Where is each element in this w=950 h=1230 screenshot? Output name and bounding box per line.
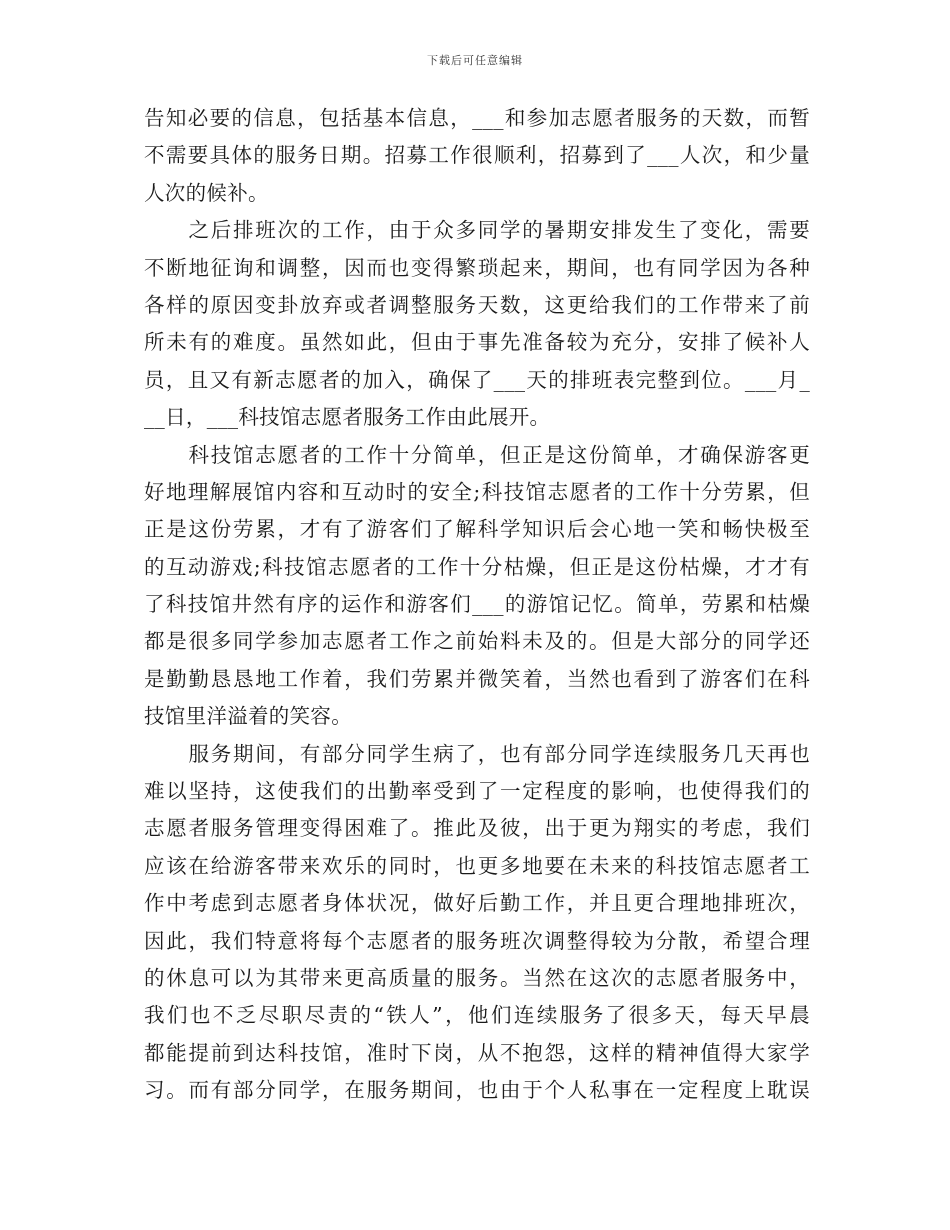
text-line: 正是这份劳累，才有了游客们了解科学知识后会心地一笑和畅快极至 [144, 517, 810, 542]
text-line: 不需要具体的服务日期。招募工作很顺利，招募到了___人次，和少量 [144, 143, 810, 168]
text-line: 服务期间，有部分同学生病了，也有部分同学连续服务几天再也 [144, 741, 810, 766]
text-line: 告知必要的信息，包括基本信息，___和参加志愿者服务的天数，而暂 [144, 106, 810, 130]
text-line: 的休息可以为其带来更高质量的服务。当然在这次的志愿者服务中， [144, 965, 810, 990]
text-line: __日，___科技馆志愿者服务工作由此展开。 [144, 405, 551, 430]
text-line: 员，且又有新志愿者的加入，确保了___天的排班表完整到位。___月_ [144, 367, 810, 392]
text-line: 好地理解展馆内容和互动时的安全;科技馆志愿者的工作十分劳累，但 [144, 479, 810, 504]
text-line: 是勤勤恳恳地工作着，我们劳累并微笑着，当然也看到了游客们在科 [144, 666, 810, 691]
text-line: 都是很多同学参加志愿者工作之前始料未及的。但是大部分的同学还 [144, 629, 810, 654]
text-line: 因此，我们特意将每个志愿者的服务班次调整得较为分散，希望合理 [144, 928, 810, 953]
text-line: 各样的原因变卦放弃或者调整服务天数，这更给我们的工作带来了前 [144, 292, 810, 317]
text-line: 科技馆志愿者的工作十分简单，但正是这份简单，才确保游客更 [144, 442, 810, 467]
page-header-note: 下载后可任意编辑 [427, 54, 523, 67]
text-line: 习。而有部分同学，在服务期间，也由于个人私事在一定程度上耽误 [144, 1078, 810, 1103]
text-line: 人次的候补。 [144, 180, 269, 205]
text-line: 我们也不乏尽职尽责的“铁人”，他们连续服务了很多天，每天早晨 [144, 1003, 810, 1028]
text-line: 不断地征询和调整，因而也变得繁琐起来，期间，也有同学因为各种 [144, 255, 810, 280]
text-line: 作中考虑到志愿者身体状况，做好后勤工作，并且更合理地排班次， [144, 891, 810, 916]
text-line: 都能提前到达科技馆，准时下岗，从不抱怨，这样的精神值得大家学 [144, 1040, 810, 1065]
text-line: 了科技馆井然有序的运作和游客们___的游馆记忆。简单，劳累和枯燥 [144, 592, 810, 617]
text-line: 技馆里洋溢着的笑容。 [144, 704, 352, 729]
document-body [144, 100, 810, 1110]
text-line: 应该在给游客带来欢乐的同时，也更多地要在未来的科技馆志愿者工 [144, 853, 810, 878]
text-line: 所未有的难度。虽然如此，但由于事先准备较为充分，安排了候补人 [144, 330, 810, 355]
text-line: 的互动游戏;科技馆志愿者的工作十分枯燥，但正是这份枯燥，才才有 [144, 554, 810, 579]
text-line: 难以坚持，这使我们的出勤率受到了一定程度的影响，也使得我们的 [144, 779, 810, 804]
text-line: 之后排班次的工作，由于众多同学的暑期安排发生了变化，需要 [144, 218, 810, 243]
text-line: 志愿者服务管理变得困难了。推此及彼，出于更为翔实的考虑，我们 [144, 816, 810, 841]
